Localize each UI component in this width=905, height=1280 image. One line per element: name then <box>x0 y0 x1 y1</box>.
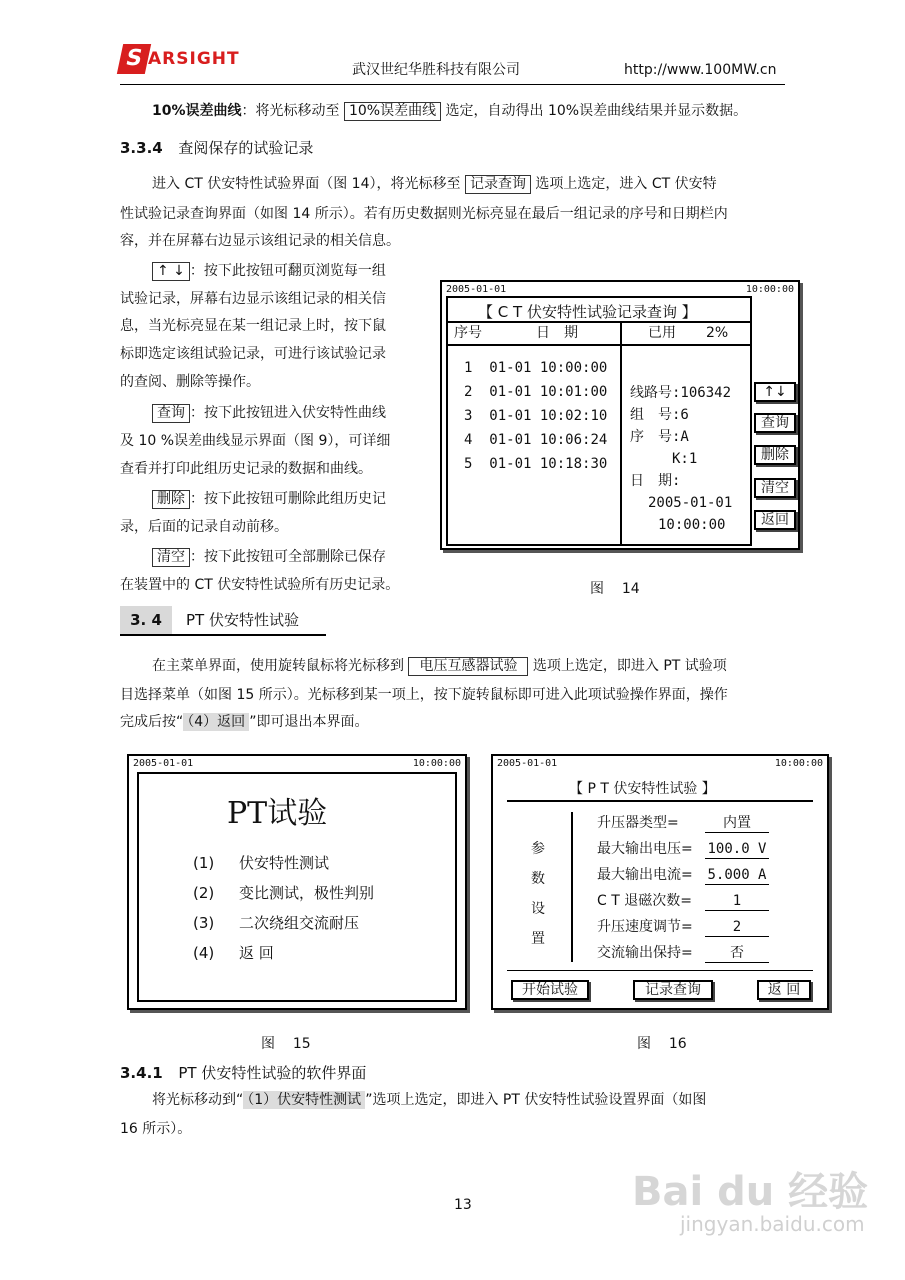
text: ：按下此按钮可删除此组历史记 <box>190 491 386 507</box>
divider <box>571 812 573 962</box>
side-char: 置 <box>531 931 545 947</box>
menu-label: 伏安特性测试 <box>239 854 330 872</box>
param-label: 最大输出电压= <box>597 841 693 857</box>
company-url[interactable]: http://www.100MW.cn <box>624 62 777 78</box>
fig14-back-button[interactable]: 返回 <box>754 510 796 530</box>
desc-clear-line2: 在装置中的 CT 伏安特性试验所有历史记录。 <box>120 577 400 593</box>
desc-arrows-line4: 标即选定该组试验记录，可进行该试验记录 <box>120 346 386 362</box>
para-341-line2: 16 所示）。 <box>120 1121 192 1137</box>
menu-item-back[interactable] <box>193 938 374 968</box>
section-title: PT 伏安特性试验 <box>186 611 299 629</box>
text: 将光标移动到“ <box>152 1092 244 1108</box>
section-3-4-1-heading <box>120 1062 366 1083</box>
fig16-title: 【 P T 伏安特性试验 】 <box>569 781 716 797</box>
header-rule <box>120 84 785 85</box>
fig14-col-no: 序号 <box>454 325 482 341</box>
record-date: 01-01 10:00:00 <box>489 360 608 376</box>
fig14-record-info <box>630 382 732 536</box>
logo-mark: S <box>117 44 151 74</box>
param-value: 否 <box>705 944 769 963</box>
info-time: 10:00:00 <box>658 517 726 533</box>
fig14-used-label: 已用 <box>648 325 676 341</box>
intro-text1: ：将光标移动至 <box>241 103 340 119</box>
section-number: 3. 4 <box>120 606 172 634</box>
company-logo <box>120 44 240 74</box>
menu-num: (4) <box>193 944 215 962</box>
text: 选项上选定，即进入 PT 试验项 <box>532 658 727 674</box>
fig15-time: 10:00:00 <box>412 758 461 769</box>
caption-number: 14 <box>621 581 640 597</box>
text: ”选项上选定，即进入 PT 伏安特性试验设置界面（如图 <box>365 1092 707 1108</box>
desc-arrows-line2: 试验记录，屏幕右边显示该组记录的相关信 <box>120 291 386 307</box>
ui-ref-record-query: 记录查询 <box>465 175 531 194</box>
param-ramp-speed[interactable] <box>597 914 769 940</box>
ui-ref-back: （4）返回 <box>183 713 249 731</box>
fig16-record-query-button[interactable]: 记录查询 <box>633 980 713 1000</box>
divider <box>448 321 750 323</box>
figure-16-screen <box>491 754 829 1010</box>
text: ”即可退出本界面。 <box>249 714 369 730</box>
param-max-current[interactable] <box>597 862 769 888</box>
caption-label: 图 <box>261 1036 275 1052</box>
menu-label: 二次绕组交流耐压 <box>239 914 360 932</box>
divider <box>507 800 813 802</box>
section-number: 3.3.4 <box>120 139 163 157</box>
record-no: 1 <box>464 360 473 376</box>
section-title: PT 伏安特性试验的软件界面 <box>178 1064 367 1082</box>
info-date-label: 日 期: <box>630 473 681 489</box>
para-34-line3 <box>120 715 368 729</box>
fig14-used-value: 2% <box>706 325 729 341</box>
record-date: 01-01 10:02:10 <box>489 408 608 424</box>
info-line-no: 线路号:106342 <box>630 385 732 401</box>
ui-ref-volt-ampere-test: （1）伏安特性测试 <box>243 1091 365 1109</box>
fig14-title: 【 C T 伏安特性试验记录查询 】 <box>478 303 697 321</box>
side-char: 数 <box>531 871 545 887</box>
caption-label: 图 <box>637 1036 651 1052</box>
param-label: C T 退磁次数= <box>597 893 692 909</box>
record-row[interactable] <box>464 452 607 476</box>
info-k: K:1 <box>672 451 698 467</box>
divider <box>620 321 622 544</box>
side-char: 参 <box>531 841 545 857</box>
fig14-date: 2005-01-01 <box>446 284 507 295</box>
fig15-main-panel <box>137 772 457 1002</box>
desc-delete-line1 <box>152 490 386 509</box>
param-value: 1 <box>705 892 769 911</box>
text: ：按下此按钮进入伏安特性曲线 <box>190 405 386 421</box>
param-demag-count[interactable] <box>597 888 769 914</box>
logo-text: ARSIGHT <box>148 49 240 69</box>
para-34-line2: 目选择菜单（如图 15 所示）。光标移到某一项上，按下旋转鼠标即可进入此项试验操作界面，操作 <box>120 687 728 703</box>
param-max-voltage[interactable] <box>597 836 769 862</box>
fig14-col-date: 日 期 <box>536 325 578 341</box>
param-value: 5.000 A <box>705 866 769 885</box>
param-booster-type[interactable] <box>597 810 769 836</box>
fig15-date: 2005-01-01 <box>133 758 194 769</box>
record-no: 4 <box>464 432 473 448</box>
info-seq: 序 号:A <box>630 429 689 445</box>
company-name: 武汉世纪华胜科技有限公司 <box>352 62 520 78</box>
param-value: 内置 <box>705 814 769 833</box>
param-ac-hold[interactable] <box>597 940 769 966</box>
intro-bold: 10%误差曲线 <box>152 103 242 119</box>
text: 选项上选定，进入 CT 伏安特 <box>535 176 717 192</box>
intro-line <box>152 102 747 121</box>
record-no: 5 <box>464 456 473 472</box>
section-3-4-heading <box>120 606 326 636</box>
watermark-brand: Bai du 经验 <box>632 1169 869 1215</box>
menu-label: 返 回 <box>239 944 274 962</box>
menu-item-volt-ampere[interactable] <box>193 848 374 878</box>
figure-14-caption <box>590 578 640 598</box>
desc-arrows-line1 <box>152 262 386 281</box>
record-no: 2 <box>464 384 473 400</box>
watermark-url: jingyan.baidu.com <box>680 1212 865 1236</box>
param-label: 升压器类型= <box>597 815 679 831</box>
text: 进入 CT 伏安特性试验界面（图 14），将光标移至 <box>152 176 461 192</box>
record-row[interactable] <box>464 380 607 404</box>
ui-ref-query: 查询 <box>152 404 190 423</box>
divider <box>448 344 750 346</box>
caption-label: 图 <box>590 581 604 597</box>
figure-16-caption <box>637 1033 687 1053</box>
para-34-line1 <box>152 657 727 676</box>
fig15-menu <box>193 848 374 968</box>
caption-number: 15 <box>292 1036 311 1052</box>
menu-label: 变比测试，极性判别 <box>239 884 375 902</box>
fig14-record-list[interactable] <box>464 356 607 476</box>
menu-num: (3) <box>193 914 215 932</box>
desc-arrows-line5: 的查阅、删除等操作。 <box>120 374 260 390</box>
figure-15-screen <box>127 754 467 1010</box>
para-334-line3: 容，并在屏幕右边显示该组记录的相关信息。 <box>120 233 400 249</box>
para-341-line1 <box>152 1093 706 1107</box>
text: ：按下此按钮可全部删除已保存 <box>190 549 386 565</box>
intro-text2: 选定，自动得出 10%误差曲线结果并显示数据。 <box>445 103 748 119</box>
ui-ref-delete: 删除 <box>152 490 190 509</box>
section-3-3-4-heading <box>120 137 313 158</box>
param-value: 100.0 V <box>705 840 769 859</box>
para-334-line1 <box>152 175 717 194</box>
info-date: 2005-01-01 <box>648 495 733 511</box>
fig15-title: PT试验 <box>227 796 328 831</box>
param-label: 升压速度调节= <box>597 919 693 935</box>
desc-query-line2: 及 10 %误差曲线显示界面（图 9），可详细 <box>120 433 391 449</box>
fig16-side-label <box>531 834 545 954</box>
info-group: 组 号:6 <box>630 407 689 423</box>
record-row[interactable] <box>464 428 607 452</box>
figure-14-screen <box>440 280 800 550</box>
figure-15-caption <box>261 1033 311 1053</box>
ui-ref-arrows: ↑ ↓ <box>152 262 190 281</box>
fig14-time: 10:00:00 <box>745 284 794 295</box>
record-row[interactable] <box>464 356 607 380</box>
side-char: 设 <box>531 901 545 917</box>
fig16-back-button[interactable]: 返 回 <box>757 980 811 1000</box>
desc-query-line3: 查看并打印此组历史记录的数据和曲线。 <box>120 461 372 477</box>
fig14-query-button[interactable]: 查询 <box>754 413 796 433</box>
fig14-arrows-button[interactable]: ↑↓ <box>754 382 796 402</box>
fig16-start-test-button[interactable]: 开始试验 <box>511 980 589 1000</box>
record-date: 01-01 10:18:30 <box>489 456 608 472</box>
menu-item-ac-withstand[interactable] <box>193 908 374 938</box>
divider <box>507 970 813 971</box>
fig14-clear-button[interactable]: 清空 <box>754 478 796 498</box>
record-date: 01-01 10:01:00 <box>489 384 608 400</box>
desc-query-line1 <box>152 404 386 423</box>
fig16-date: 2005-01-01 <box>497 758 558 769</box>
menu-item-ratio-polarity[interactable] <box>193 878 374 908</box>
menu-num: (1) <box>193 854 215 872</box>
fig16-param-list <box>597 810 769 966</box>
desc-arrows-line3: 息，当光标亮显在某一组记录上时，按下鼠 <box>120 318 386 334</box>
param-label: 交流输出保持= <box>597 945 693 961</box>
fig16-time: 10:00:00 <box>774 758 823 769</box>
desc-delete-line2: 录，后面的记录自动前移。 <box>120 519 288 535</box>
ui-ref-10pct-curve: 10%误差曲线 <box>344 102 441 121</box>
record-no: 3 <box>464 408 473 424</box>
para-334-line2: 性试验记录查询界面（如图 14 所示）。若有历史数据则光标亮显在最后一组记录的序号和日期栏内 <box>120 206 728 222</box>
fig14-delete-button[interactable]: 删除 <box>754 445 796 465</box>
section-title: 查阅保存的试验记录 <box>178 139 314 157</box>
menu-num: (2) <box>193 884 215 902</box>
param-value: 2 <box>705 918 769 937</box>
record-row[interactable] <box>464 404 607 428</box>
section-number: 3.4.1 <box>120 1064 163 1082</box>
ui-ref-clear: 清空 <box>152 548 190 567</box>
fig14-main-panel <box>446 296 752 546</box>
param-label: 最大输出电流= <box>597 867 693 883</box>
ui-ref-voltage-transformer-test: 电压互感器试验 <box>408 657 528 676</box>
text: 在主菜单界面，使用旋转鼠标将光标移到 <box>152 658 404 674</box>
desc-clear-line1 <box>152 548 386 567</box>
text: ：按下此按钮可翻页浏览每一组 <box>189 263 386 279</box>
text: 完成后按“ <box>120 714 184 730</box>
record-date: 01-01 10:06:24 <box>489 432 608 448</box>
caption-number: 16 <box>668 1036 687 1052</box>
page-number: 13 <box>454 1197 472 1213</box>
